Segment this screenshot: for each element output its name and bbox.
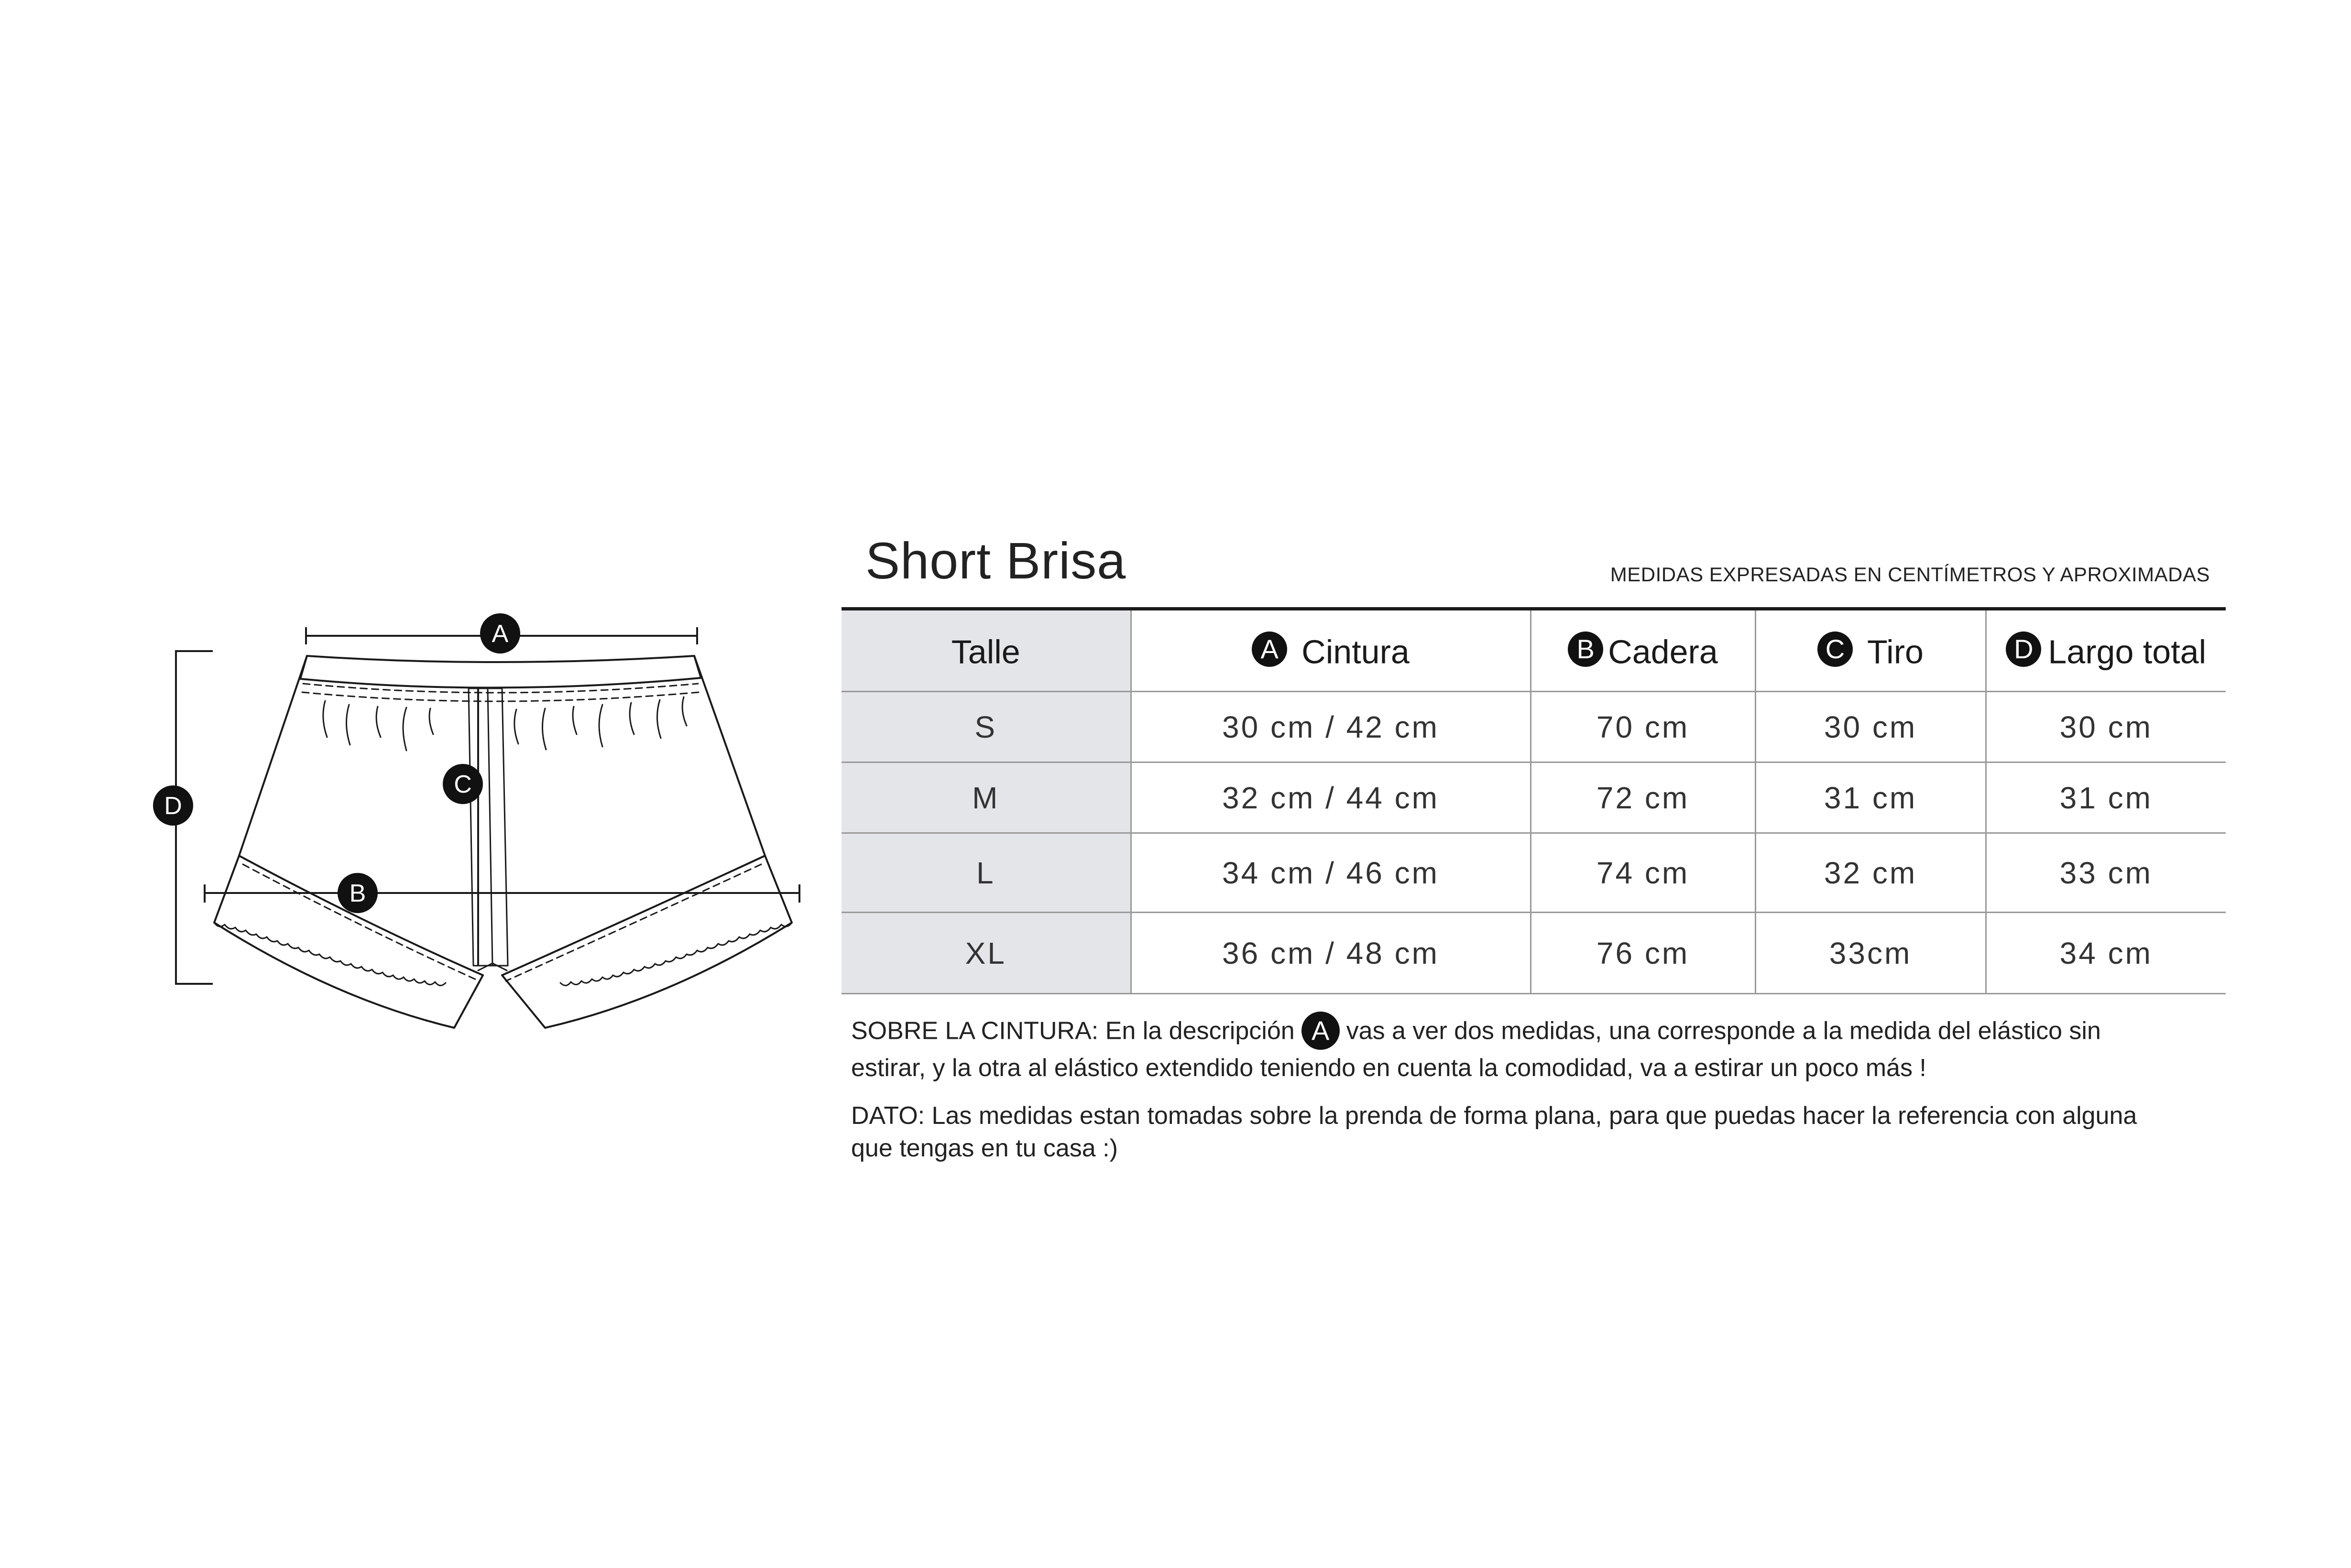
header-tiro-label: Tiro [1867,633,1924,671]
tiro-cell: 30 cm [1755,692,1986,762]
measure-b-line [205,884,799,903]
marker-a [480,613,520,653]
header-badge-b: B [1568,632,1603,667]
cintura-cell: 36 cm / 48 cm [1131,913,1531,994]
header-badge-a: A [1252,632,1287,667]
table-row [842,913,2226,994]
right-hem-curve [502,856,765,975]
waist-note-body: vas a ver dos medidas, una corresponde a la medida del elástico sin estirar, y la otra al elástico extendido teniendo en cuenta la comodidad, va a estirar un poco más ! [851,1017,2101,1082]
size-cell: S [842,692,1131,762]
right-hem-stitch [506,864,761,981]
header-talle-label: Talle [951,633,1020,671]
table-row [842,833,2226,913]
largo-cell: 30 cm [1986,692,2226,762]
largo-cell: 33 cm [1986,833,2226,913]
shorts-diagram [0,0,842,1100]
header-cadera [1531,609,1755,692]
header-cintura [1131,609,1531,692]
cadera-cell: 70 cm [1531,692,1755,762]
marker-b-label: B [349,880,366,907]
waistband-stitch-bottom [302,692,699,701]
size-cell: L [842,833,1131,913]
header-tiro [1755,609,1986,692]
center-fly-line [488,688,492,966]
right-leg-outline [502,856,792,1028]
cadera-cell: 76 cm [1531,913,1755,994]
size-cell: M [842,762,1131,833]
waist-note [851,1013,2166,1084]
table-header-row [842,609,2226,692]
marker-b [338,873,378,913]
left-lace-edge [214,923,446,986]
dato-note: DATO: Las medidas estan tomadas sobre la prenda de forma plana, para que puedas hacer la referencia con alguna que tengas en tu casa :) [851,1102,2137,1162]
right-lace-edge [560,923,792,986]
table-row [842,692,2226,762]
header-badge-d: D [2006,632,2041,667]
header-cadera-label: Cadera [1608,633,1718,671]
waistband-outline [300,656,701,688]
measurement-unit-note: MEDIDAS EXPRESADAS EN CENTÍMETROS Y APROXIMADAS [1610,563,2210,586]
marker-c [443,764,483,804]
cintura-cell: 30 cm / 42 cm [1131,692,1531,762]
cintura-cell: 32 cm / 44 cm [1131,762,1531,833]
marker-d [153,785,193,826]
right-side-seam [694,656,765,856]
size-cell: XL [842,913,1131,994]
header-largo-total-label: Largo total [2048,633,2207,671]
header-badge-c: C [1817,632,1853,667]
tiro-cell: 31 cm [1755,762,1986,833]
cintura-cell: 34 cm / 46 cm [1131,833,1531,913]
waist-note-badge-a: A [1301,1012,1340,1050]
cadera-cell: 74 cm [1531,833,1755,913]
tiro-cell: 33cm [1755,913,1986,994]
left-side-seam [239,656,307,856]
header-largo-total [1986,609,2226,692]
cadera-cell: 72 cm [1531,762,1755,833]
page-title: Short Brisa [865,532,1126,589]
marker-d-label: D [164,792,182,820]
waist-note-intro: SOBRE LA CINTURA: En la descripción [851,1017,1295,1045]
marker-c-label: C [454,771,472,798]
size-table [842,607,2226,994]
table-row [842,762,2226,833]
gathers [323,697,687,751]
marker-a-label: A [492,620,509,648]
largo-cell: 31 cm [1986,762,2226,833]
header-cintura-label: Cintura [1301,633,1410,671]
header-talle [842,609,1131,692]
largo-cell: 34 cm [1986,913,2226,994]
tiro-cell: 32 cm [1755,833,1986,913]
